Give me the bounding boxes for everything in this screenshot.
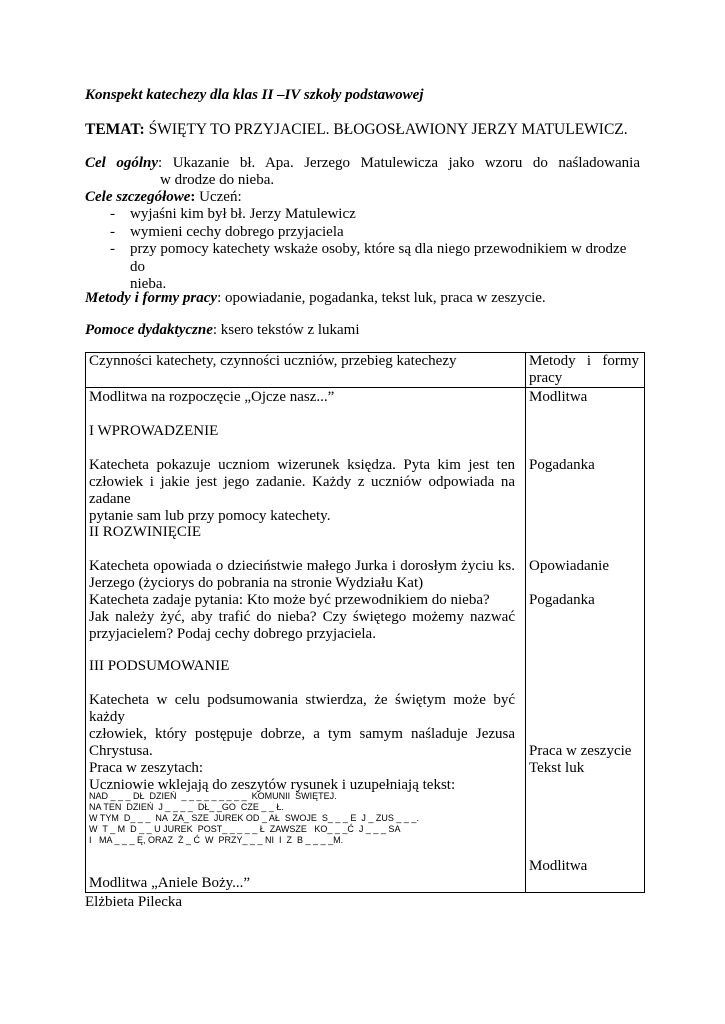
topic-line	[85, 121, 628, 139]
aids-line	[85, 321, 360, 339]
specific-goals-list	[110, 206, 642, 294]
author-name: Elżbieta Pilecka	[85, 894, 183, 910]
topic-text: ŚWIĘTY TO PRZYJACIEL. BŁOGOSŁAWIONY JERZY MATULEWICZ.	[144, 121, 628, 138]
table-header-col2: Metody i formy pracy	[526, 353, 645, 388]
general-goal-text: : Ukazanie bł. Apa. Jerzego Matulewicza jako wzoru do naśladowania	[158, 155, 640, 171]
method-label: Tekst luk	[529, 760, 585, 776]
list-item-continued: nieba.	[130, 276, 167, 292]
summary-paragraph: Katecheta w celu podsumowania stwierdza, że świętym może być każdy człowiek, który postępuje dobrze, a tym samym naśladuje Jezusa Chrystusa. Praca w zeszytach: Uczniowie wklejają do zeszytów rysunek i uzupełniają tekst:	[89, 692, 515, 793]
development-paragraph: Katecheta opowiada o dzieciństwie małego Jurka i dorosłym życiu ks. Jerzego (życiorys do pobrania na stronie Wydziału Kat) Katecheta zadaje pytania: Kto może być przewodnikiem do nieba? Jak należy żyć, aby trafić do nieba? Czy świętego możemy nazwać przyjacielem? Podaj cechy dobrego przyjaciela.	[89, 558, 515, 642]
table-header-row	[86, 353, 645, 388]
list-item: - przy pomocy katechety wskaże osoby, które są dla niego przewodnikiem w drodze do	[110, 241, 627, 275]
method-label: Pogadanka	[529, 592, 595, 608]
methods-label: Metody i formy pracy	[85, 290, 218, 306]
specific-goals-label: Cele szczegółowe	[85, 189, 191, 205]
intro-paragraph: Katecheta pokazuje uczniom wizerunek księdza. Pyta kim jest ten człowiek i jakie jest jego zadanie. Każdy z uczniów odpowiada na zadane pytanie sam lub przy pomocy katechety.	[89, 457, 515, 524]
lesson-table	[85, 352, 645, 893]
gap-fill-text	[89, 791, 419, 846]
document-title: Konspekt katechezy dla klas II –IV szkoły podstawowej	[85, 87, 424, 103]
method-label: Praca w zeszycie	[529, 743, 632, 759]
gap-line: NAD _ _ _ DŁ DZIEŃ _ _ _ _ _ _ _ _ _ KOMUNII ŚWIĘTEJ.	[89, 791, 337, 801]
lesson-course-cell	[86, 388, 526, 893]
table-row	[86, 388, 645, 893]
methods-line	[85, 289, 546, 307]
gap-line: W TYM D_ _ _ NA ZA_ SZE JUREK OD _ AŁ SWOJE S_ _ _ E J _ ZUS _ _ _.	[89, 813, 419, 823]
aids-label: Pomoce dydaktyczne	[85, 322, 213, 338]
list-item: - wymieni cechy dobrego przyjaciela	[110, 223, 344, 240]
general-goal-label: Cel ogólny	[85, 155, 159, 171]
section-introduction: I WPROWADZENIE	[89, 423, 219, 439]
aids-text: : ksero tekstów z lukami	[212, 322, 360, 338]
topic-label: TEMAT:	[85, 121, 145, 138]
opening-prayer: Modlitwa na rozpoczęcie „Ojcze nasz...”	[89, 389, 335, 405]
section-summary: III PODSUMOWANIE	[89, 658, 230, 674]
methods-cell	[526, 388, 645, 893]
gap-line: W T _ M D _ _ U JUREK POST_ _ _ _ _ Ł ZAWSZE KO_ _ _Ć J _ _ _ SA	[89, 824, 401, 834]
methods-text: : opowiadanie, pogadanka, tekst luk, praca w zeszycie.	[217, 290, 546, 306]
gap-line: I MA _ _ _ Ę, ORAZ Ż _ Ć W PRZY_ _ _ NI I Z B _ _ _ _M.	[89, 835, 344, 845]
method-label: Opowiadanie	[529, 558, 609, 574]
table-header-col1: Czynności katechety, czynności uczniów, przebieg katechezy	[86, 353, 526, 388]
method-label: Modlitwa	[529, 389, 588, 405]
gap-line: NA TEN DZIEŃ J _ _ _ _ DŁ_ _GO CZE _ _ Ł.	[89, 802, 284, 812]
specific-goals-line: Cele szczegółowe: Uczeń:	[85, 189, 242, 205]
list-item: - wyjaśni kim był bł. Jerzy Matulewicz	[110, 206, 356, 222]
closing-prayer: Modlitwa „Aniele Boży...”	[89, 875, 251, 891]
section-development: II ROZWINIĘCIE	[89, 524, 202, 540]
general-goal-text-cont: w drodze do nieba.	[160, 172, 275, 188]
specific-goals-intro: Uczeń:	[195, 189, 242, 205]
method-label: Modlitwa	[529, 858, 588, 874]
method-label: Pogadanka	[529, 457, 595, 473]
general-goal-line	[85, 154, 640, 172]
